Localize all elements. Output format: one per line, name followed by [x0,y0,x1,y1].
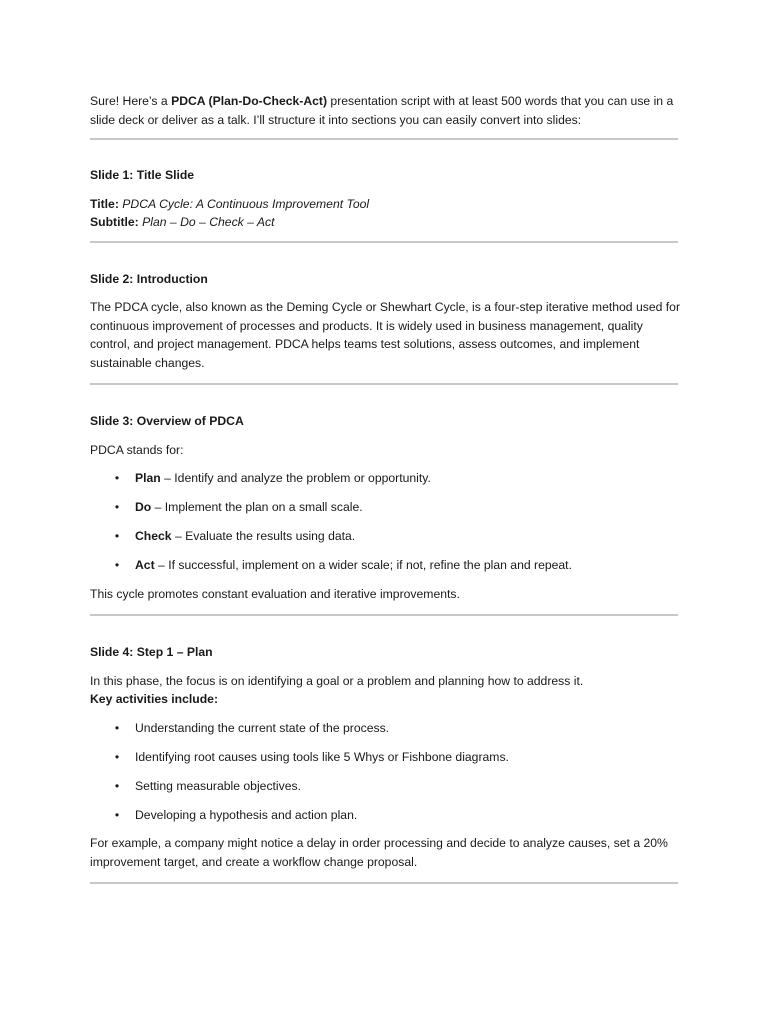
bullet-icon: • [114,807,120,822]
list-term: Plan [135,471,161,485]
slide1-heading: Slide 1: Title Slide [90,168,195,182]
slide1-subtitle-line [90,213,680,232]
list-text: Identifying root causes using tools like 5 Whys or Fishbone diagrams. [135,749,509,764]
list-item [90,498,680,517]
section-divider [90,614,678,616]
list-term: Check [135,529,172,543]
section-divider [90,882,678,884]
slide4-heading: Slide 4: Step 1 – Plan [90,645,213,659]
slide2-body: The PDCA cycle, also known as the Deming Cycle or Shewhart Cycle, is a four-step iterative method used for continuous improvement of processes and products. It is widely used in business management, quality control, and project management. PDCA helps teams test solutions, assess outcomes, and implement sustainable changes. [90,300,680,370]
list-item [90,748,680,767]
slide4-closing: For example, a company might notice a delay in order processing and decide to analyze causes, set a 20% improvement target, and create a workflow change proposal. [90,836,668,869]
slide1-title-line [90,195,680,214]
subtitle-label: Subtitle: [90,215,139,229]
intro-prefix: Sure! Here’s a [90,94,172,108]
list-item [90,777,680,796]
intro-paragraph [90,92,680,129]
list-desc: – Evaluate the results using data. [171,529,356,543]
bullet-icon: • [114,500,120,514]
bullet-icon: • [114,778,120,793]
slide3-heading: Slide 3: Overview of PDCA [90,414,244,428]
list-item [90,527,680,546]
bullet-icon: • [114,558,120,572]
pdca-list [90,469,680,575]
bullet-icon: • [114,720,120,735]
intro-bold-term: PDCA (Plan-Do-Check-Act) [171,94,328,108]
list-item [90,806,680,825]
list-item [90,469,680,488]
slide3-closing: This cycle promotes constant evaluation and iterative improvements. [90,586,460,601]
list-term: Do [135,500,152,514]
list-desc: – If successful, implement on a wider scale; if not, refine the plan and repeat. [154,558,572,572]
list-item [90,719,680,738]
key-activities-label: Key activities include: [90,692,219,706]
section-divider [90,241,678,243]
list-text: Developing a hypothesis and action plan. [135,807,358,822]
title-label: Title: [90,196,119,211]
list-desc: – Implement the plan on a small scale. [151,500,363,514]
slide3-lead: PDCA stands for: [90,442,184,457]
list-text: Setting measurable objectives. [135,778,301,793]
title-value: PDCA Cycle: A Continuous Improvement Tool [122,196,370,211]
bullet-icon: • [114,471,120,485]
subtitle-value: Plan – Do – Check – Act [142,215,275,229]
intro-suffix: presentation script with at least 500 words that you can use in a slide deck or deliver as a talk. I’ll structure it into sections you can easily convert into slides: [90,94,674,127]
section-divider [90,383,678,385]
document-content [90,92,680,884]
list-term: Act [135,558,155,572]
activities-list [90,719,680,825]
list-text: Understanding the current state of the process. [135,720,390,735]
bullet-icon: • [114,529,120,543]
slide2-heading: Slide 2: Introduction [90,271,208,286]
list-item [90,556,680,575]
section-divider [90,138,678,140]
bullet-icon: • [114,749,120,764]
list-desc: – Identify and analyze the problem or opportunity. [160,471,431,485]
slide4-lead: In this phase, the focus is on identifying a goal or a problem and planning how to address it. [90,673,584,688]
